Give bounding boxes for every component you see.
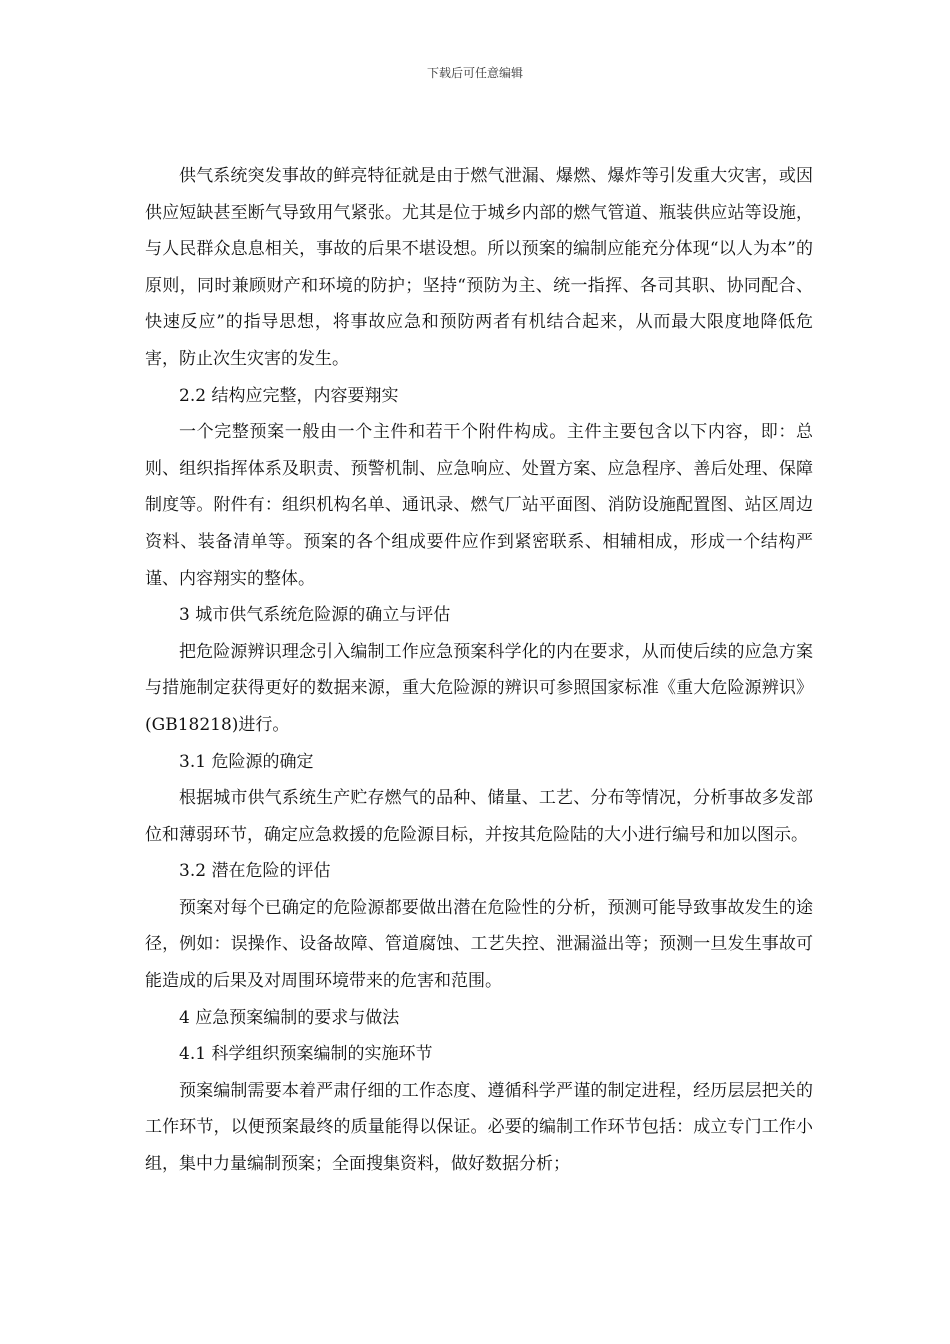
page-header: 下载后可任意编辑 <box>426 66 523 80</box>
section-heading: 4.1 科学组织预案编制的实施环节 <box>179 1044 433 1065</box>
section-heading: 2.2 结构应完整，内容要翔实 <box>179 385 399 406</box>
document-body <box>145 158 813 1183</box>
paragraph: 把危险源辨识理念引入编制工作应急预案科学化的内在要求，从而使后续的应急方案与措施制定获得更好的数据来源，重大危险源的辨识可参照国家标准《重大危险源辨识》(GB18218)进行。 <box>145 641 813 735</box>
section-heading: 4 应急预案编制的要求与做法 <box>179 1007 400 1028</box>
section-heading: 3.2 潜在危险的评估 <box>179 861 331 882</box>
paragraph: 供气系统突发事故的鲜亮特征就是由于燃气泄漏、爆燃、爆炸等引发重大灾害，或因供应短缺甚至断气导致用气紧张。尤其是位于城乡内部的燃气管道、瓶装供应站等设施，与人民群众息息相关，事故的后果不堪设想。所以预案的编制应能充分体现“以人为本”的原则，同时兼顾财产和环境的防护；坚持“预防为主、统一指挥、各司其职、协同配合、快速反应”的指导思想，将事故应急和预防两者有机结合起来，从而最大限度地降低危害，防止次生灾害的发生。 <box>145 166 813 369</box>
paragraph: 预案编制需要本着严肃仔细的工作态度、遵循科学严谨的制定进程，经历层层把关的工作环节，以便预案最终的质量能得以保证。必要的编制工作环节包括：成立专门工作小组，集中力量编制预案；全面搜集资料，做好数据分析； <box>145 1080 813 1175</box>
section-heading: 3.1 危险源的确定 <box>179 751 314 772</box>
paragraph: 预案对每个已确定的危险源都要做出潜在危险性的分析，预测可能导致事故发生的途径，例如：误操作、设备故障、管道腐蚀、工艺失控、泄漏溢出等；预测一旦发生事故可能造成的后果及对周围环境带来的危害和范围。 <box>145 897 813 992</box>
paragraph: 根据城市供气系统生产贮存燃气的品种、储量、工艺、分布等情况，分析事故多发部位和薄弱环节，确定应急救援的危险源目标，并按其危险陆的大小进行编号和加以图示。 <box>145 788 813 845</box>
paragraph: 一个完整预案一般由一个主件和若干个附件构成。主件主要包含以下内容，即：总则、组织指挥体系及职责、预警机制、应急响应、处置方案、应急程序、善后处理、保障制度等。附件有：组织机构名单、通讯录、燃气厂站平面图、消防设施配置图、站区周边资料、装备清单等。预案的各个组成要件应作到紧密联系、相辅相成，形成一个结构严谨、内容翔实的整体。 <box>145 422 813 589</box>
section-heading: 3 城市供气系统危险源的确立与评估 <box>179 605 451 626</box>
